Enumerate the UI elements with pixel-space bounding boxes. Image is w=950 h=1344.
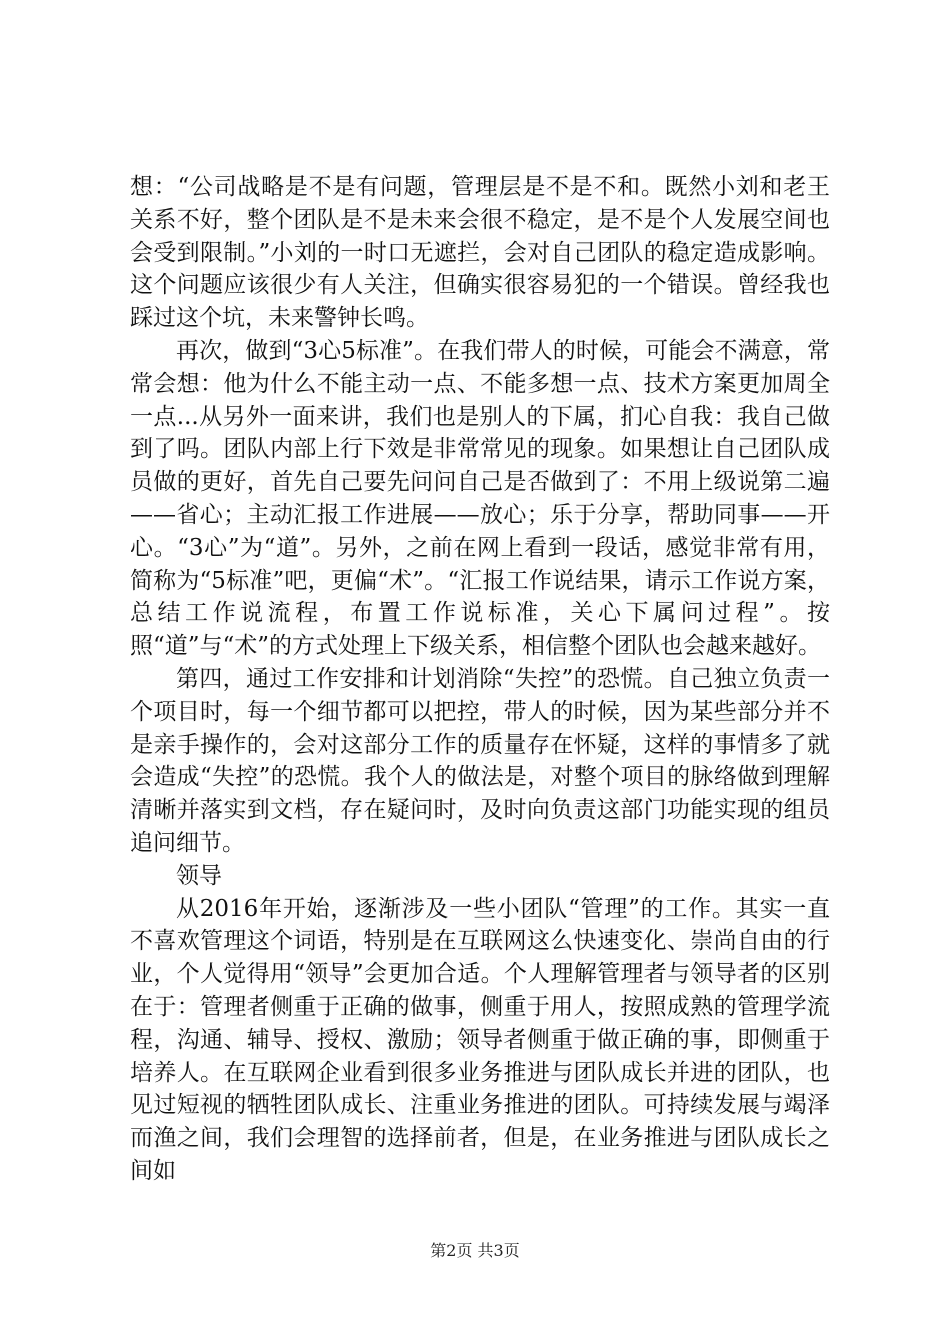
paragraph-leadership: 从2016年开始，逐渐涉及一些小团队“管理”的工作。其实一直不喜欢管理这个词语，特别是在互联网这么快速变化、崇尚自由的行业，个人觉得用“领导”会更加合适。个人理解管理者与领导者的区别在于：管理者侧重于正确的做事，侧重于用人，按照成熟的管理学流程，沟通、辅导、授权、激励；领导者侧重于做正确的事，即侧重于培养人。在互联网企业看到很多业务推进与团队成长并进的团队，也见过短视的牺牲团队成长、注重业务推进的团队。可持续发展与竭泽而渔之间，我们会理智的选择前者，但是，在业务推进与团队成长之间如 bbox=[130, 895, 830, 1184]
document-body bbox=[130, 171, 830, 1188]
section-heading-leadership: 领导 bbox=[176, 862, 222, 889]
page-number-footer: 第2页 共3页 bbox=[430, 1241, 520, 1260]
paragraph-3-hearts-5-standards: 再次，做到“3心5标准”。在我们带人的时候，可能会不满意，常常会想：他为什么不能主动一点、不能多想一点、技术方案更加周全一点...从另外一面来讲，我们也是别人的下属，扪心自我：我自己做到了吗。团队内部上行下效是非常常见的现象。如果想让自己团队成员做的更好，首先自己要先问问自己是否做到了：不用上级说第二遍——省心；主动汇报工作进展——放心；乐于分享，帮助同事——开心。“3心”为“道”。另外，之前在网上看到一段话，感觉非常有用，简称为“5标准”吧，更偏“术”。“汇报工作说结果，请示工作说方案，总结工作说流程，布置工作说标准，关心下属问过程”。按照“道”与“术”的方式处理上下级关系，相信整个团队也会越来越好。 bbox=[130, 337, 830, 660]
paragraph-continuation: 想：“公司战略是不是有问题，管理层是不是不和。既然小刘和老王关系不好，整个团队是不是未来会很不稳定，是不是个人发展空间也会受到限制。”小刘的一时口无遮拦，会对自己团队的稳定造成影响。这个问题应该很少有人关注，但确实很容易犯的一个错误。曾经我也踩过这个坑，未来警钟长鸣。 bbox=[130, 174, 830, 332]
paragraph-fourth-point: 第四，通过工作安排和计划消除“失控”的恐慌。自己独立负责一个项目时，每一个细节都可以把控，带人的时候，因为某些部分并不是亲手操作的，会对这部分工作的质量存在怀疑，这样的事情多了就会造成“失控”的恐慌。我个人的做法是，对整个项目的脉络做到理解清晰并落实到文档，存在疑问时，及时向负责这部门功能实现的组员追问细节。 bbox=[130, 665, 830, 856]
